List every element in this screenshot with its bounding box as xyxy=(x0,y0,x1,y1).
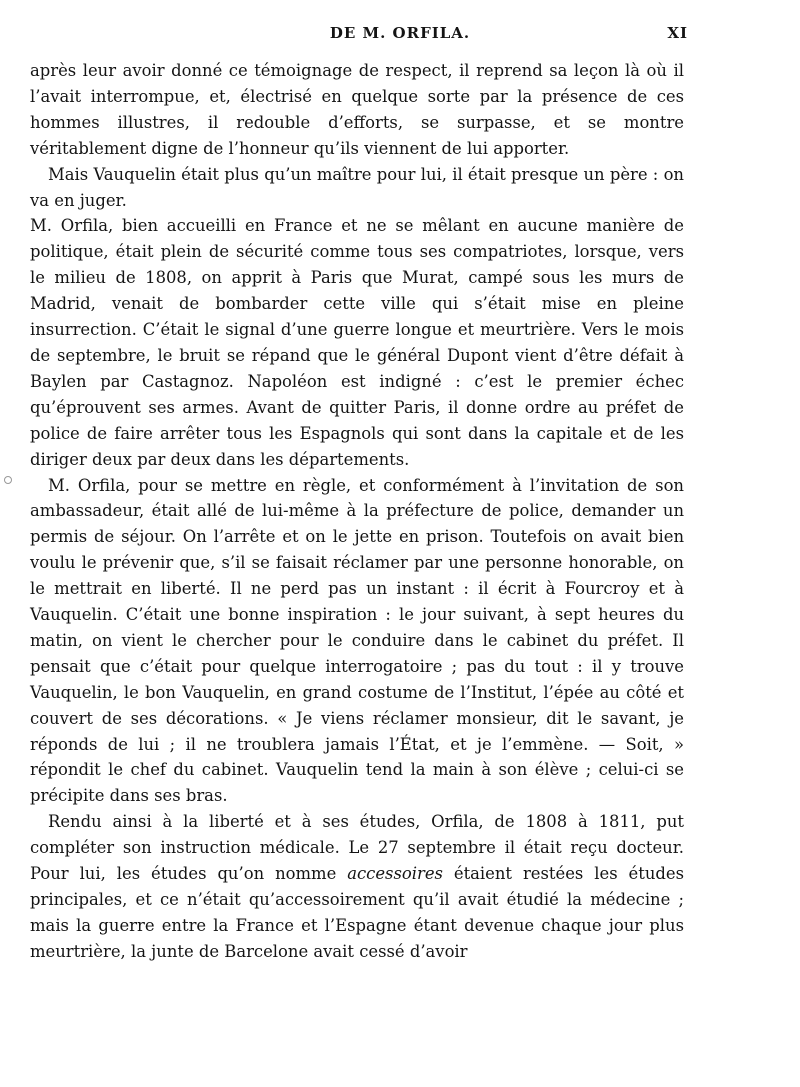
paragraph: M. Orfila, bien accueilli en France et ne se mêlant en aucune manière de politique, était plein de sécurité comme tous ses compatriotes, lorsque, vers le milieu de 1808, on apprit à Paris que Murat, campé sous les murs de Madrid, venait de bombarder cette ville qui s’était mise en pleine insurrection. C’était le signal d’une guerre longue et meurtrière. Vers le mois de septembre, le bruit se répand que le général Dupont vient d’être défait à Baylen par Castagnoz. Napoléon est indigné : c’est le premier échec qu’éprouvent ses armes. Avant de quitter Paris, il donne ordre au préfet de police de faire arrêter tous les Espagnols qui sont dans la capitale et de les diriger deux par deux dans les départements. xyxy=(30,216,684,469)
paragraph-last xyxy=(30,809,684,964)
paragraph: Mais Vauquelin était plus qu’un maître pour lui, il était presque un père : on va en juger. xyxy=(30,164,684,210)
body-text xyxy=(30,58,684,965)
italic-term: accessoires xyxy=(347,864,443,884)
page-number: XI xyxy=(667,24,688,42)
paragraph: M. Orfila, pour se mettre en règle, et conformément à l’invitation de son ambassadeur, était allé de lui-même à la préfecture de police, demander un permis de séjour. On l’arrête et on le jette en prison. Toutefois on avait bien voulu le prévenir que, s’il se faisait réclamer par une personne honorable, on le mettrait en liberté. Il ne perd pas un instant : il écrit à Fourcroy et à Vauquelin. C’était une bonne inspiration : le jour suivant, à sept heures du matin, on vient le chercher pour le conduire dans le cabinet du préfet. Il pensait que c’était pour quelque interrogatoire ; pas du tout : il y trouve Vauquelin, le bon Vauquelin, en grand costume de l’Institut, l’épée au côté et couvert de ses décorations. « Je viens réclamer monsieur, dit le savant, je réponds de lui ; il ne troublera jamais l’État, et je l’emmène. — Soit, » répondit le chef du cabinet. Vauquelin tend la main à son élève ; celui-ci se précipite dans ses bras. xyxy=(30,475,684,806)
margin-mark xyxy=(4,476,12,484)
paragraph-text: étaient restées les études principales, et ce n’était qu’accessoirement qu’il avait étudié la médecine ; mais la guerre entre la France et l’Espagne étant devenue chaque jour plus meurtrière, la junte de Barcelone avait cessé d’avoir xyxy=(30,864,684,961)
running-head: DE M. ORFILA. xyxy=(329,24,471,42)
paragraph-text: Rendu ainsi à la liberté et à ses études, Orfila, de 1808 à 1811, put compléter son instruction médicale. Le 27 septembre il était reçu docteur. Pour lui, les études qu’on nomme xyxy=(30,812,684,884)
paragraph-continuation: après leur avoir donné ce témoignage de respect, il reprend sa leçon là où il l’avait interrompue, et, électrisé en quelque sorte par la présence de ces hommes illustres, il redouble d’efforts, se surpasse, et se montre véritablement digne de l’honneur qu’ils viennent de lui apporter. xyxy=(30,61,684,158)
